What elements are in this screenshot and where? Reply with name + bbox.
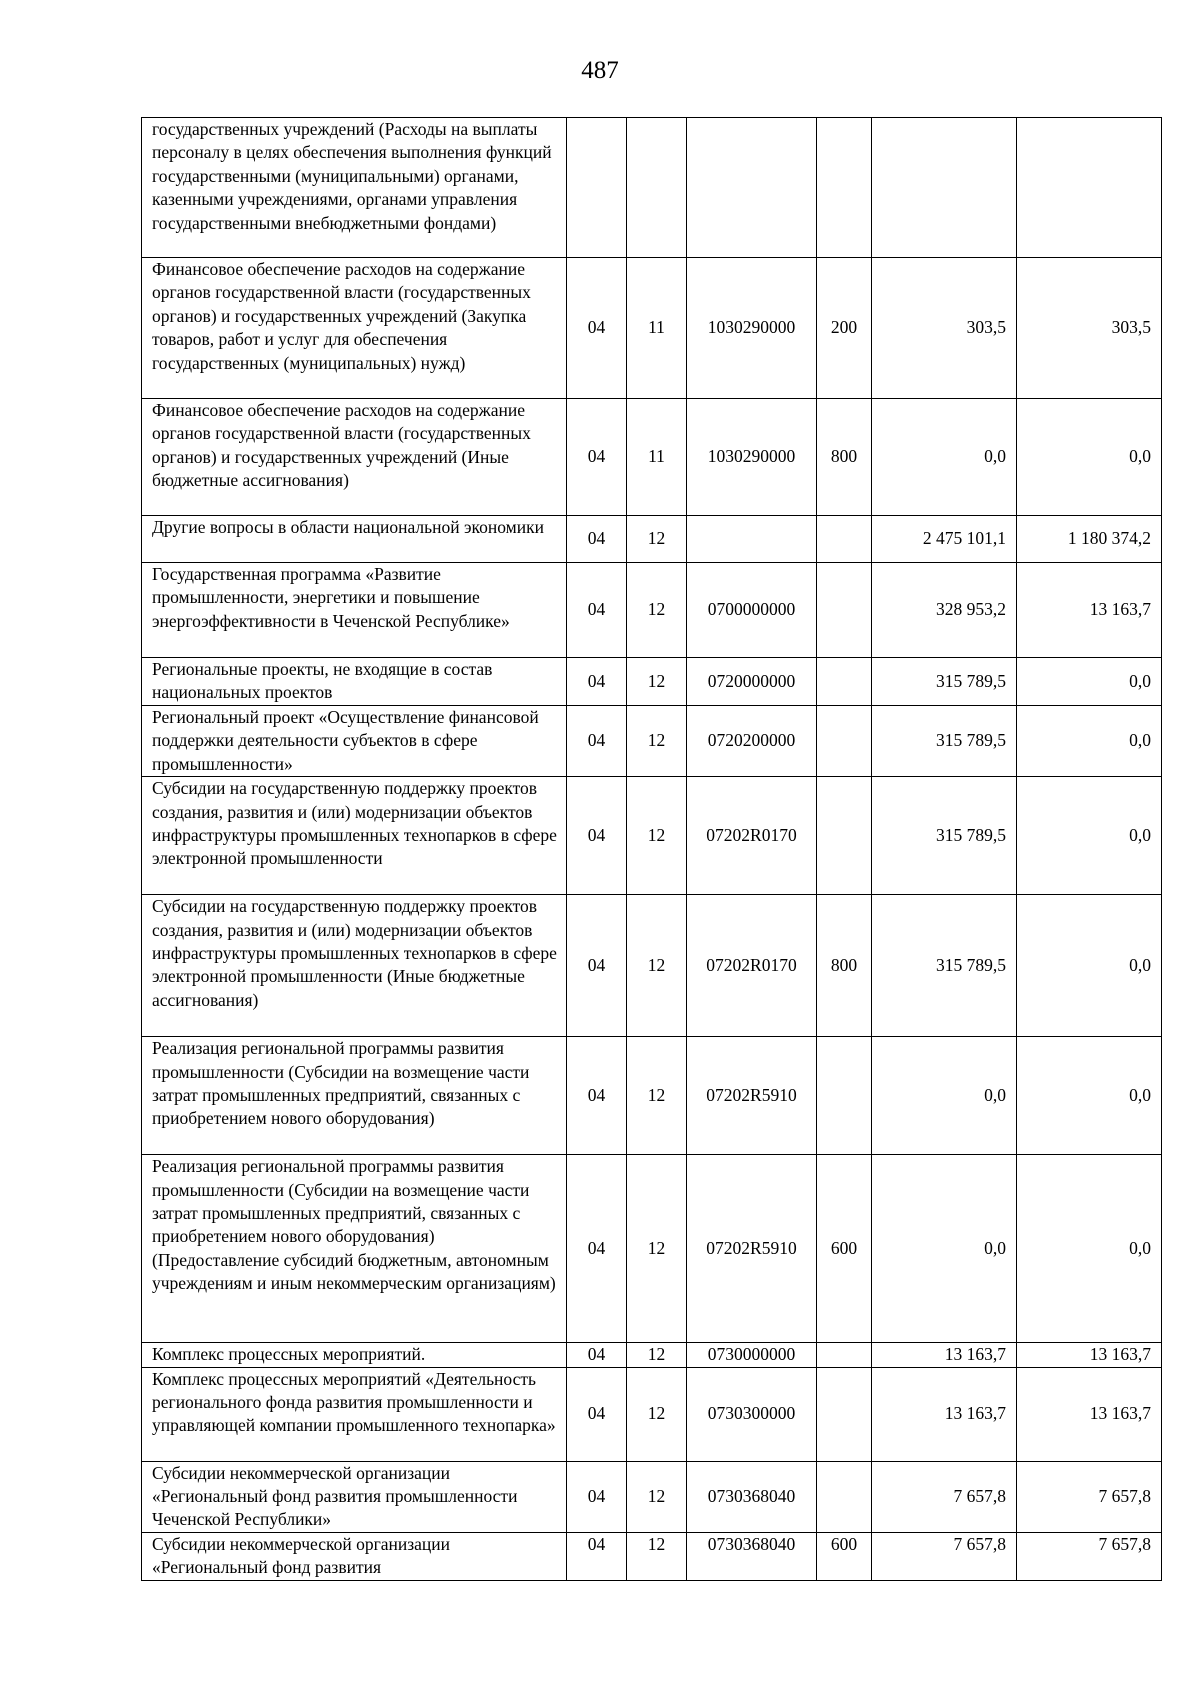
- row-section: 04: [567, 777, 627, 895]
- row-sum-1: 315 789,5: [872, 895, 1017, 1037]
- table-row: [142, 399, 1162, 516]
- row-section: 04: [567, 258, 627, 399]
- row-sum-1: [872, 118, 1017, 258]
- row-expense-type: [817, 563, 872, 658]
- row-sum-2: 7 657,8: [1017, 1532, 1162, 1580]
- table-row: [142, 777, 1162, 895]
- row-target-code: 0730368040: [687, 1461, 817, 1532]
- row-sum-2: 13 163,7: [1017, 1343, 1162, 1367]
- row-target-code: [687, 118, 817, 258]
- row-name: Государственная программа «Развитие промышленности, энергетики и повышение энергоэффективности в Чеченской Республике»: [142, 563, 567, 658]
- row-expense-type: 200: [817, 258, 872, 399]
- table-row: [142, 1532, 1162, 1580]
- row-expense-type: [817, 1343, 872, 1367]
- page-number: 487: [581, 57, 619, 84]
- row-expense-type: [817, 516, 872, 563]
- row-sum-2: 0,0: [1017, 895, 1162, 1037]
- table-row: [142, 1037, 1162, 1155]
- row-sum-2: 0,0: [1017, 399, 1162, 516]
- row-name: Другие вопросы в области национальной экономики: [142, 516, 567, 563]
- table-row: [142, 1367, 1162, 1461]
- row-target-code: 07202R0170: [687, 895, 817, 1037]
- row-section: 04: [567, 895, 627, 1037]
- row-name: Субсидии на государственную поддержку проектов создания, развития и (или) модернизации объектов инфраструктуры промышленных технопарков в сфере электронной промышленности (Иные бюджетные ассигнования): [142, 895, 567, 1037]
- row-expense-type: [817, 1037, 872, 1155]
- row-subsection: 12: [627, 1532, 687, 1580]
- row-section: 04: [567, 1461, 627, 1532]
- row-sum-1: 7 657,8: [872, 1532, 1017, 1580]
- row-section: [567, 118, 627, 258]
- row-target-code: 0700000000: [687, 563, 817, 658]
- row-subsection: 12: [627, 895, 687, 1037]
- row-expense-type: [817, 658, 872, 706]
- row-expense-type: 600: [817, 1532, 872, 1580]
- row-sum-2: 303,5: [1017, 258, 1162, 399]
- table-row: [142, 895, 1162, 1037]
- row-target-code: 0730300000: [687, 1367, 817, 1461]
- row-target-code: 1030290000: [687, 258, 817, 399]
- row-section: 04: [567, 658, 627, 706]
- row-target-code: 0720000000: [687, 658, 817, 706]
- row-name: Региональные проекты, не входящие в состав национальных проектов: [142, 658, 567, 706]
- row-expense-type: [817, 1461, 872, 1532]
- row-expense-type: 800: [817, 895, 872, 1037]
- row-subsection: 12: [627, 658, 687, 706]
- row-sum-1: 7 657,8: [872, 1461, 1017, 1532]
- row-subsection: [627, 118, 687, 258]
- row-subsection: 12: [627, 1343, 687, 1367]
- row-target-code: 07202R0170: [687, 777, 817, 895]
- row-section: 04: [567, 706, 627, 777]
- row-subsection: 12: [627, 777, 687, 895]
- row-target-code: 0730368040: [687, 1532, 817, 1580]
- table-row: [142, 658, 1162, 706]
- row-section: 04: [567, 1532, 627, 1580]
- row-subsection: 12: [627, 1155, 687, 1343]
- row-section: 04: [567, 1343, 627, 1367]
- row-subsection: 12: [627, 563, 687, 658]
- row-name: Финансовое обеспечение расходов на содержание органов государственной власти (государственных органов) и государственных учреждений (Иные бюджетные ассигнования): [142, 399, 567, 516]
- row-subsection: 12: [627, 516, 687, 563]
- row-sum-2: 0,0: [1017, 777, 1162, 895]
- row-sum-1: 315 789,5: [872, 658, 1017, 706]
- row-section: 04: [567, 399, 627, 516]
- row-target-code: [687, 516, 817, 563]
- row-target-code: 07202R5910: [687, 1155, 817, 1343]
- row-sum-2: 13 163,7: [1017, 563, 1162, 658]
- row-expense-type: 600: [817, 1155, 872, 1343]
- row-sum-1: 303,5: [872, 258, 1017, 399]
- table-row: [142, 258, 1162, 399]
- row-sum-2: 13 163,7: [1017, 1367, 1162, 1461]
- row-sum-1: 13 163,7: [872, 1367, 1017, 1461]
- table-row: [142, 1155, 1162, 1343]
- row-target-code: 1030290000: [687, 399, 817, 516]
- row-sum-2: 0,0: [1017, 1037, 1162, 1155]
- row-sum-1: 2 475 101,1: [872, 516, 1017, 563]
- row-sum-2: 7 657,8: [1017, 1461, 1162, 1532]
- row-sum-1: 315 789,5: [872, 706, 1017, 777]
- row-section: 04: [567, 1367, 627, 1461]
- row-sum-2: 0,0: [1017, 658, 1162, 706]
- row-expense-type: [817, 706, 872, 777]
- row-target-code: 0720200000: [687, 706, 817, 777]
- table-row: [142, 563, 1162, 658]
- row-name: Комплекс процессных мероприятий «Деятельность регионального фонда развития промышленности и управляющей компании промышленного технопарка»: [142, 1367, 567, 1461]
- row-name: Субсидии некоммерческой организации «Региональный фонд развития: [142, 1532, 567, 1580]
- row-subsection: 12: [627, 1461, 687, 1532]
- row-name: Комплекс процессных мероприятий.: [142, 1343, 567, 1367]
- row-expense-type: [817, 118, 872, 258]
- row-target-code: 0730000000: [687, 1343, 817, 1367]
- budget-table: [141, 117, 1162, 1581]
- row-subsection: 12: [627, 706, 687, 777]
- row-sum-1: 0,0: [872, 1155, 1017, 1343]
- row-section: 04: [567, 563, 627, 658]
- row-name: Субсидии на государственную поддержку проектов создания, развития и (или) модернизации объектов инфраструктуры промышленных технопарков в сфере электронной промышленности: [142, 777, 567, 895]
- row-name: Реализация региональной программы развития промышленности (Субсидии на возмещение части затрат промышленных предприятий, связанных с приобретением нового оборудования) (Предоставление субсидий бюджетным, автономным учреждениям и иным некоммерческим организациям): [142, 1155, 567, 1343]
- row-subsection: 11: [627, 258, 687, 399]
- row-target-code: 07202R5910: [687, 1037, 817, 1155]
- row-sum-1: 0,0: [872, 1037, 1017, 1155]
- row-name: Субсидии некоммерческой организации «Региональный фонд развития промышленности Чеченской Республики»: [142, 1461, 567, 1532]
- row-name: Реализация региональной программы развития промышленности (Субсидии на возмещение части затрат промышленных предприятий, связанных с приобретением нового оборудования): [142, 1037, 567, 1155]
- table-row: [142, 1461, 1162, 1532]
- row-name: Региональный проект «Осуществление финансовой поддержки деятельности субъектов в сфере промышленности»: [142, 706, 567, 777]
- row-sum-1: 13 163,7: [872, 1343, 1017, 1367]
- row-sum-1: 328 953,2: [872, 563, 1017, 658]
- table-row: [142, 118, 1162, 258]
- row-sum-2: 0,0: [1017, 1155, 1162, 1343]
- table-row: [142, 706, 1162, 777]
- row-expense-type: [817, 777, 872, 895]
- row-expense-type: 800: [817, 399, 872, 516]
- row-sum-1: 0,0: [872, 399, 1017, 516]
- table-row: [142, 1343, 1162, 1367]
- row-expense-type: [817, 1367, 872, 1461]
- row-section: 04: [567, 516, 627, 563]
- row-sum-2: 1 180 374,2: [1017, 516, 1162, 563]
- row-subsection: 11: [627, 399, 687, 516]
- row-name: государственных учреждений (Расходы на выплаты персоналу в целях обеспечения выполнения функций государственными (муниципальными) органами, казенными учреждениями, органами управления государственными внебюджетными фондами): [142, 118, 567, 258]
- row-subsection: 12: [627, 1037, 687, 1155]
- table-row: [142, 516, 1162, 563]
- row-name: Финансовое обеспечение расходов на содержание органов государственной власти (государственных органов) и государственных учреждений (Закупка товаров, работ и услуг для обеспечения государственных (муниципальных) нужд): [142, 258, 567, 399]
- row-sum-2: 0,0: [1017, 706, 1162, 777]
- row-section: 04: [567, 1155, 627, 1343]
- row-sum-1: 315 789,5: [872, 777, 1017, 895]
- row-section: 04: [567, 1037, 627, 1155]
- row-subsection: 12: [627, 1367, 687, 1461]
- row-sum-2: [1017, 118, 1162, 258]
